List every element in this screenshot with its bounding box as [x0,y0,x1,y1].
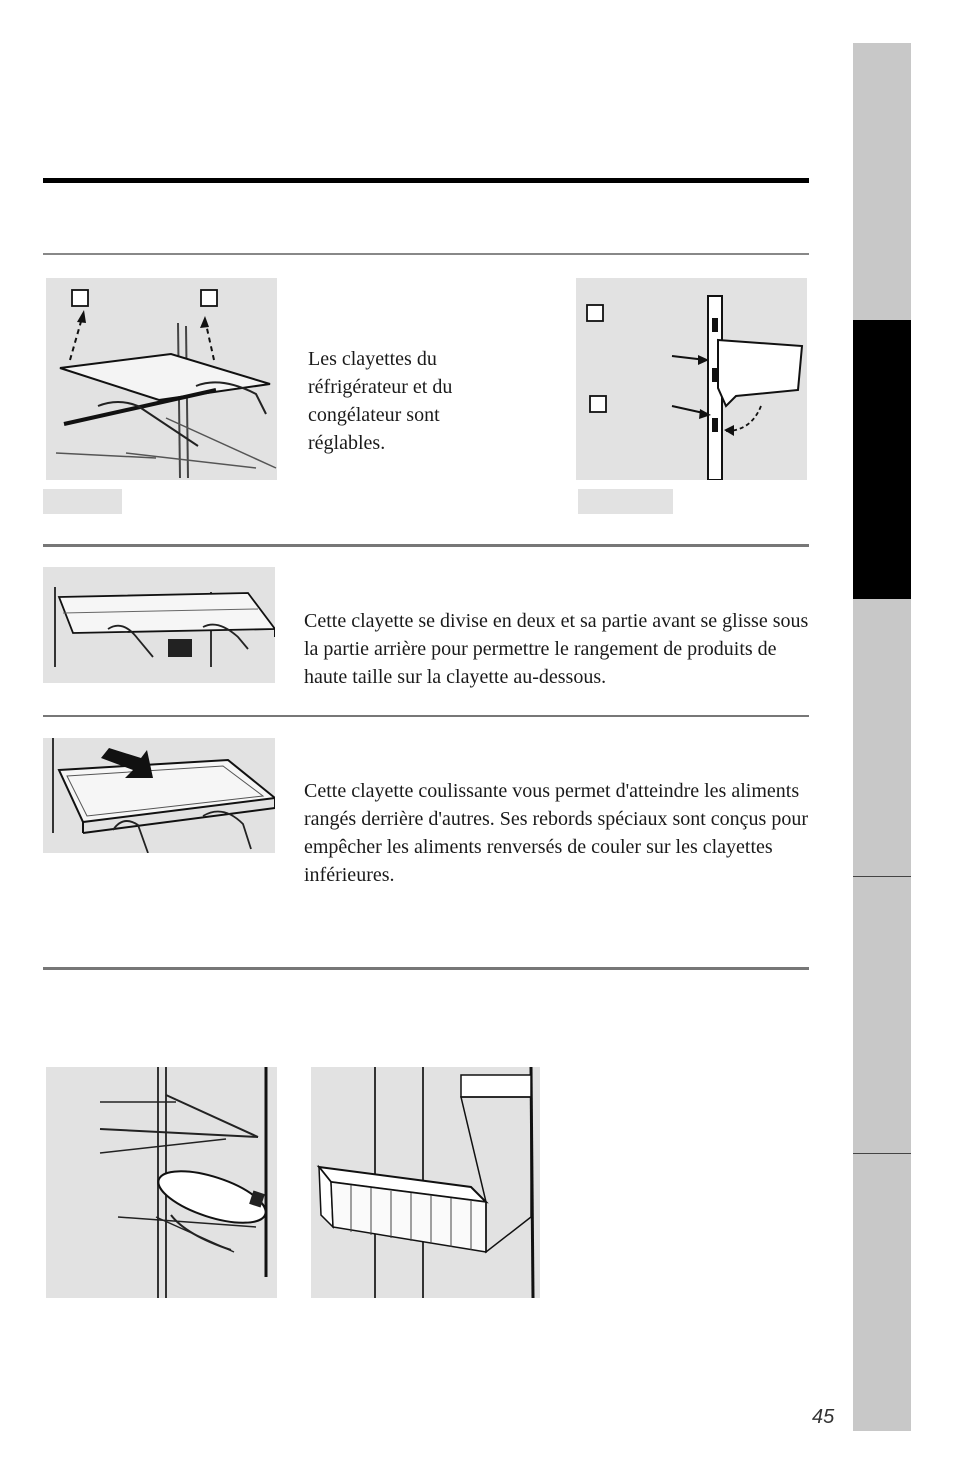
side-tab-1 [853,43,911,320]
caption-box [43,489,122,514]
split-shelf-illustration [43,567,275,683]
section-divider [43,544,809,547]
section-divider [43,715,809,717]
page-number: 45 [812,1406,835,1428]
side-tab-4 [853,877,911,1153]
wine-rack-illustration [46,1067,277,1298]
side-tab-active [853,320,911,599]
adjustable-shelves-text: Les clayettes du réfrigérateur et du congélateur sont réglables. [308,348,453,454]
slide-out-shelf-illustration [43,738,275,853]
split-shelf-text: Cette clayette se divise en deux et sa partie avant se glisse sous la partie arrière pour permettre le rangement de produits de haute taille sur la clayette au-dessous. [304,610,809,688]
shelf-bracket-illustration [576,278,807,480]
freezer-basket-illustration [311,1067,540,1298]
side-tab-3 [853,599,911,876]
shelf-removal-illustration [46,278,277,480]
section-divider [43,253,809,255]
side-tab-5 [853,1154,911,1431]
caption-box [578,489,673,514]
section-divider [43,967,809,970]
slide-out-shelf-text: Cette clayette coulissante vous permet d'atteindre les aliments rangés derrière d'autres. Ses rebords spéciaux sont conçus pour empêcher les aliments renversés de couler sur les clayettes inférieures. [304,780,808,886]
header-rule [43,178,809,183]
